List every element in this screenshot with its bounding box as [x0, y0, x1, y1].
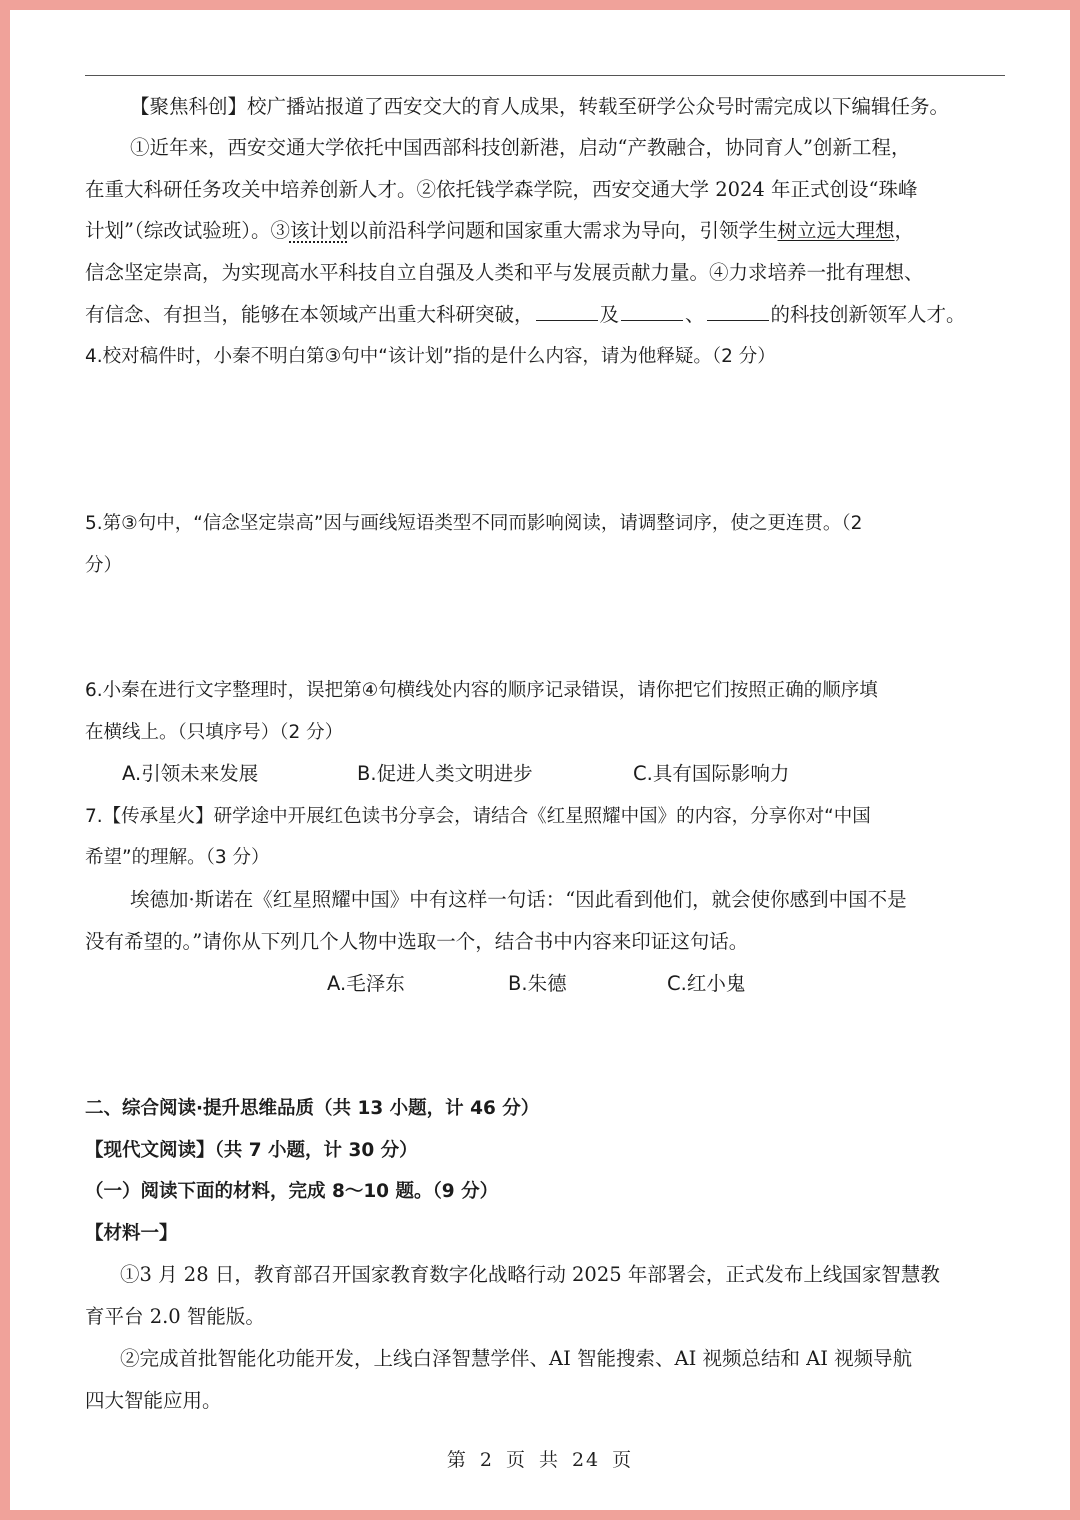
passage-line-3	[85, 218, 1005, 244]
blank-1[interactable]	[536, 302, 598, 321]
header-rule	[85, 75, 1005, 76]
footer-page-number: 2	[479, 1449, 494, 1471]
footer-total-prefix: 共	[538, 1449, 560, 1471]
blank-3[interactable]	[707, 302, 769, 321]
q7-option-c: C.红小鬼	[667, 972, 746, 995]
page-footer	[10, 1445, 1070, 1472]
footer-prefix: 第	[446, 1449, 468, 1471]
q7-option-a: A.毛泽东	[327, 972, 405, 995]
q6-option-b: B.促进人类文明进步	[357, 762, 533, 785]
footer-total-pages: 24	[571, 1449, 601, 1471]
material-2-line-2: 四大智能应用。	[85, 1389, 222, 1412]
material-1-heading: 【材料一】	[85, 1223, 178, 1244]
passage-line-5	[85, 302, 1005, 328]
dotted-phrase: 该计划	[289, 219, 349, 242]
part-1-heading: （一）阅读下面的材料，完成 8～10 题。（9 分）	[85, 1181, 499, 1202]
blank-2[interactable]	[621, 302, 683, 321]
footer-page-label: 页	[505, 1449, 527, 1471]
material-2-line-1: ②完成首批智能化功能开发，上线白泽智慧学伴、AI 智能搜索、AI 视频总结和 AI 视频导航	[120, 1347, 913, 1370]
section-2-heading: 二、综合阅读·提升思维品质（共 13 小题，计 46 分）	[85, 1098, 540, 1119]
question-5-line-1: 5.第③句中，“信念坚定崇高”因与画线短语类型不同而影响阅读，请调整词序，使之更连贯。（2	[85, 513, 863, 534]
question-7-line-1: 7.【传承星火】研学途中开展红色读书分享会，请结合《红星照耀中国》的内容，分享你对“中国	[85, 806, 871, 827]
question-5-line-2: 分）	[85, 555, 123, 576]
q6-option-a: A.引领未来发展	[122, 762, 259, 785]
question-6-line-2: 在横线上。（只填序号）（2 分）	[85, 722, 344, 743]
blank-separator-2: 、	[685, 303, 705, 326]
passage-line-4: 信念坚定崇高，为实现高水平科技自立自强及人类和平与发展贡献力量。④力求培养一批有理想、	[85, 261, 924, 284]
question-7-quote-line-2: 没有希望的。”请你从下列几个人物中选取一个，结合书中内容来印证这句话。	[85, 930, 749, 953]
footer-total-label: 页	[612, 1449, 634, 1471]
passage-line-3-a: 计划”（综改试验班）。③	[85, 219, 290, 242]
material-1-line-2: 育平台 2.0 智能版。	[85, 1305, 265, 1328]
passage-line-1: ①近年来，西安交通大学依托中国西部科技创新港，启动“产教融合，协同育人”创新工程，	[130, 136, 911, 159]
q7-option-b: B.朱德	[508, 972, 567, 995]
passage-line-5-a: 有信念、有担当，能够在本领域产出重大科研突破，	[85, 303, 534, 326]
q6-option-c: C.具有国际影响力	[633, 762, 790, 785]
question-6-line-1: 6.小秦在进行文字整理时，误把第④句横线处内容的顺序记录错误，请你把它们按照正确的顺序填	[85, 680, 878, 701]
question-7-quote-line-1: 埃德加·斯诺在《红星照耀中国》中有这样一句话：“因此看到他们，就会使你感到中国不是	[130, 888, 907, 911]
passage-line-3-c: ，	[894, 219, 915, 242]
modern-reading-heading: 【现代文阅读】（共 7 小题，计 30 分）	[85, 1140, 418, 1161]
passage-line-3-b: 以前沿科学问题和国家重大需求为导向，引领学生	[348, 219, 778, 242]
blank-separator-1: 及	[599, 303, 620, 326]
passage-line-5-end: 的科技创新领军人才。	[770, 303, 966, 326]
question-7-line-2: 希望”的理解。（3 分）	[85, 847, 270, 868]
intro-text: 【聚焦科创】校广播站报道了西安交大的育人成果，转载至研学公众号时需完成以下编辑任务。	[130, 95, 950, 118]
question-4: 4.校对稿件时，小秦不明白第③句中“该计划”指的是什么内容，请为他释疑。（2 分）	[85, 346, 776, 367]
underlined-phrase: 树立远大理想	[777, 219, 895, 242]
exam-page	[10, 10, 1070, 1510]
passage-line-2: 在重大科研任务攻关中培养创新人才。②依托钱学森学院，西安交通大学 2024 年正式创设“珠峰	[85, 178, 918, 201]
material-1-line-1: ①3 月 28 日，教育部召开国家教育数字化战略行动 2025 年部署会，正式发布上线国家智慧教	[120, 1263, 940, 1286]
